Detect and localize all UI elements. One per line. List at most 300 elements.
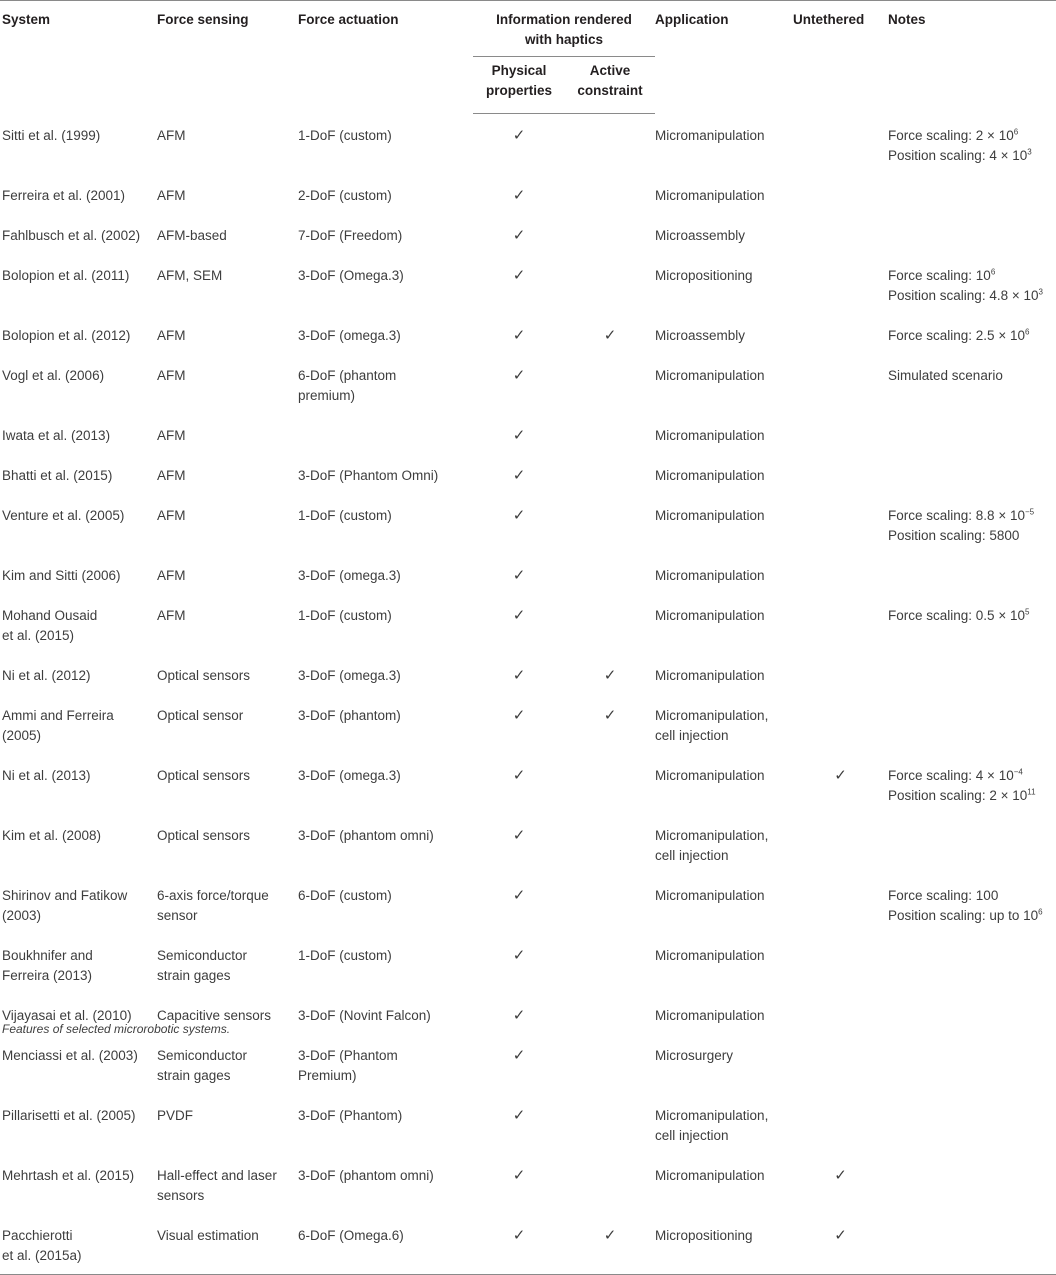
physical-check-icon: ✓ [512, 186, 526, 204]
note-exponent: 3 [1038, 287, 1043, 296]
cell-system [0, 1214, 157, 1275]
cell-untethered [793, 114, 888, 174]
note-text: Position scaling: up to 10 [888, 907, 1039, 923]
actuation-line: 3-DoF (Phantom Omni) [298, 467, 439, 483]
system-line: Pacchierotti [2, 1227, 73, 1243]
cell-notes [888, 1214, 1056, 1275]
note-text: Force scaling: 8.8 × 10 [888, 507, 1025, 523]
sensing-line: Hall-effect and laser [157, 1167, 277, 1183]
actuation-line: 3-DoF (omega.3) [298, 767, 401, 783]
cell-physical-properties [473, 754, 565, 814]
physical-check-icon: ✓ [512, 466, 526, 484]
system-line: et al. (2015) [2, 627, 75, 643]
cell-untethered [793, 934, 888, 994]
system-line: (2003) [2, 907, 42, 923]
note-text: Force scaling: 2 × 10 [888, 127, 1014, 143]
note-line [888, 886, 1056, 906]
sensing-line: Optical sensor [157, 707, 244, 723]
cell-notes [888, 254, 1056, 314]
active-check-icon: ✓ [603, 1226, 617, 1244]
sensing-line: Optical sensors [157, 667, 251, 683]
sensing-line: strain gages [157, 967, 231, 983]
header-notes: Notes [888, 1, 1056, 114]
physical-check-icon: ✓ [512, 426, 526, 444]
system-line: Boukhnifer and [2, 947, 93, 963]
sensing-line: Optical sensors [157, 827, 251, 843]
cell-force-sensing [157, 654, 298, 694]
cell-application [655, 254, 793, 314]
cell-untethered [793, 654, 888, 694]
cell-notes [888, 214, 1056, 254]
cell-physical-properties [473, 1154, 565, 1214]
table-row [0, 214, 1056, 254]
cell-notes [888, 114, 1056, 174]
cell-application [655, 494, 793, 554]
cell-force-actuation [298, 494, 473, 554]
system-line: Ni et al. (2012) [2, 667, 91, 683]
application-line: Micromanipulation [655, 1167, 765, 1183]
header-physical-line2: properties [485, 83, 553, 98]
system-line: Kim and Sitti (2006) [2, 567, 121, 583]
cell-active-constraint [565, 1154, 655, 1214]
sensing-line: strain gages [157, 1067, 231, 1083]
cell-force-actuation [298, 214, 473, 254]
cell-notes [888, 654, 1056, 694]
cell-system [0, 1034, 157, 1094]
table-row [0, 1214, 1056, 1275]
cell-untethered [793, 694, 888, 754]
cell-notes [888, 934, 1056, 994]
cell-force-actuation [298, 314, 473, 354]
cell-application [655, 414, 793, 454]
system-line: Ferreira (2013) [2, 967, 93, 983]
active-check-icon: ✓ [603, 326, 617, 344]
physical-check-icon: ✓ [512, 1226, 526, 1244]
sensing-line: Semiconductor [157, 947, 248, 963]
table-row [0, 254, 1056, 314]
application-line: Micromanipulation [655, 607, 765, 623]
cell-untethered [793, 1154, 888, 1214]
physical-check-icon: ✓ [512, 506, 526, 524]
cell-force-sensing [157, 694, 298, 754]
sensing-line: AFM [157, 507, 186, 523]
cell-notes [888, 1094, 1056, 1154]
cell-system [0, 254, 157, 314]
cell-notes [888, 694, 1056, 754]
system-line: et al. (2015a) [2, 1247, 82, 1263]
system-line: Venture et al. (2005) [2, 507, 125, 523]
cell-application [655, 314, 793, 354]
cell-active-constraint [565, 1034, 655, 1094]
header-physical-line1: Physical [491, 63, 547, 78]
cell-force-actuation [298, 1214, 473, 1275]
cell-application [655, 754, 793, 814]
cell-force-sensing [157, 934, 298, 994]
system-line: (2005) [2, 727, 42, 743]
table-row [0, 114, 1056, 174]
active-check-icon: ✓ [603, 706, 617, 724]
table-row [0, 1094, 1056, 1154]
cell-physical-properties [473, 1034, 565, 1094]
table-row [0, 1154, 1056, 1214]
cell-system [0, 814, 157, 874]
cell-force-actuation [298, 414, 473, 454]
cell-physical-properties [473, 114, 565, 174]
actuation-line: 3-DoF (omega.3) [298, 667, 401, 683]
sensing-line: Optical sensors [157, 767, 251, 783]
cell-notes [888, 874, 1056, 934]
cell-force-sensing [157, 454, 298, 494]
sensing-line: PVDF [157, 1107, 194, 1123]
system-line: Vogl et al. (2006) [2, 367, 105, 383]
cell-force-sensing [157, 314, 298, 354]
note-text: Position scaling: 4 × 10 [888, 147, 1028, 163]
cell-system [0, 694, 157, 754]
table-row [0, 874, 1056, 934]
note-text: Simulated scenario [888, 367, 1003, 383]
cell-active-constraint [565, 654, 655, 694]
application-line: Microsurgery [655, 1047, 734, 1063]
header-information-line1: Information rendered [496, 12, 632, 27]
physical-check-icon: ✓ [512, 1046, 526, 1064]
cell-application [655, 654, 793, 694]
cell-active-constraint [565, 874, 655, 934]
application-line: cell injection [655, 847, 729, 863]
cell-force-sensing [157, 874, 298, 934]
header-untethered: Untethered [793, 1, 888, 114]
header-application: Application [655, 1, 793, 114]
cell-force-sensing [157, 174, 298, 214]
cell-application [655, 174, 793, 214]
system-line: Shirinov and Fatikow [2, 887, 128, 903]
note-exponent: 6 [990, 267, 996, 276]
cell-active-constraint [565, 1214, 655, 1275]
cell-force-actuation [298, 754, 473, 814]
cell-force-sensing [157, 214, 298, 254]
cell-untethered [793, 414, 888, 454]
application-line: Micropositioning [655, 1227, 753, 1243]
system-line: Bolopion et al. (2012) [2, 327, 131, 343]
sensing-line: Capacitive sensors [157, 1007, 272, 1023]
note-line [888, 126, 1056, 146]
cell-force-actuation [298, 934, 473, 994]
cell-force-sensing [157, 1094, 298, 1154]
actuation-line: 3-DoF (Phantom [298, 1047, 398, 1063]
cell-untethered [793, 1034, 888, 1094]
cell-system [0, 1094, 157, 1154]
application-line: Micromanipulation [655, 1007, 765, 1023]
cell-force-actuation [298, 554, 473, 594]
actuation-line: 1-DoF (custom) [298, 607, 392, 623]
cell-force-sensing [157, 254, 298, 314]
cell-physical-properties [473, 874, 565, 934]
cell-force-actuation [298, 694, 473, 754]
sensing-line: Semiconductor [157, 1047, 248, 1063]
cell-application [655, 694, 793, 754]
cell-system [0, 594, 157, 654]
cell-untethered [793, 494, 888, 554]
cell-application [655, 114, 793, 174]
cell-active-constraint [565, 354, 655, 414]
cell-untethered [793, 994, 888, 1034]
cell-system [0, 454, 157, 494]
cell-notes [888, 994, 1056, 1034]
cell-untethered [793, 254, 888, 314]
cell-force-actuation [298, 814, 473, 874]
cell-application [655, 1094, 793, 1154]
system-line: Fahlbusch et al. (2002) [2, 227, 141, 243]
table-caption: Features of selected microrobotic systems. [2, 1022, 231, 1036]
physical-check-icon: ✓ [512, 666, 526, 684]
cell-force-actuation [298, 994, 473, 1034]
note-text: Position scaling: 5800 [888, 527, 1020, 543]
cell-force-sensing [157, 354, 298, 414]
sensing-line: AFM [157, 327, 186, 343]
system-line: Ni et al. (2013) [2, 767, 91, 783]
note-text: Force scaling: 100 [888, 887, 999, 903]
cell-physical-properties [473, 494, 565, 554]
sensing-line: sensor [157, 907, 198, 923]
note-exponent: 5 [1024, 607, 1030, 616]
cell-untethered [793, 174, 888, 214]
cell-force-actuation [298, 454, 473, 494]
cell-system [0, 314, 157, 354]
actuation-line: 3-DoF (Novint Falcon) [298, 1007, 431, 1023]
cell-system [0, 934, 157, 994]
table-row [0, 314, 1056, 354]
table-row [0, 554, 1056, 594]
cell-active-constraint [565, 754, 655, 814]
actuation-line: premium) [298, 387, 356, 403]
cell-active-constraint [565, 174, 655, 214]
cell-force-sensing [157, 814, 298, 874]
application-line: Micromanipulation [655, 187, 765, 203]
actuation-line: 3-DoF (Phantom) [298, 1107, 403, 1123]
application-line: Micromanipulation [655, 767, 765, 783]
cell-physical-properties [473, 414, 565, 454]
sensing-line: AFM, SEM [157, 267, 223, 283]
system-line: Kim et al. (2008) [2, 827, 102, 843]
cell-application [655, 594, 793, 654]
physical-check-icon: ✓ [512, 266, 526, 284]
physical-check-icon: ✓ [512, 366, 526, 384]
cell-force-actuation [298, 874, 473, 934]
application-line: Microassembly [655, 227, 746, 243]
cell-force-actuation [298, 114, 473, 174]
system-line: Pillarisetti et al. (2005) [2, 1107, 136, 1123]
cell-force-sensing [157, 554, 298, 594]
note-line [888, 766, 1056, 786]
system-line: Mohand Ousaid [2, 607, 98, 623]
cell-physical-properties [473, 314, 565, 354]
cell-system [0, 214, 157, 254]
header-active-constraint [565, 57, 655, 114]
cell-active-constraint [565, 254, 655, 314]
sensing-line: sensors [157, 1187, 205, 1203]
application-line: Micromanipulation [655, 367, 765, 383]
cell-application [655, 454, 793, 494]
application-line: Micromanipulation, [655, 707, 769, 723]
cell-notes [888, 1154, 1056, 1214]
untethered-check-icon: ✓ [834, 1166, 847, 1184]
sensing-line: AFM-based [157, 227, 227, 243]
note-line [888, 146, 1056, 166]
cell-notes [888, 594, 1056, 654]
physical-check-icon: ✓ [512, 566, 526, 584]
cell-untethered [793, 1094, 888, 1154]
application-line: Microassembly [655, 327, 746, 343]
cell-untethered [793, 874, 888, 934]
cell-application [655, 1214, 793, 1275]
note-exponent: 3 [1027, 147, 1032, 156]
cell-system [0, 554, 157, 594]
application-line: Micromanipulation [655, 507, 765, 523]
cell-untethered [793, 594, 888, 654]
cell-physical-properties [473, 654, 565, 694]
cell-active-constraint [565, 1094, 655, 1154]
cell-active-constraint [565, 494, 655, 554]
system-line: Menciassi et al. (2003) [2, 1047, 138, 1063]
header-active-line2: constraint [577, 83, 643, 98]
cell-force-actuation [298, 254, 473, 314]
sensing-line: AFM [157, 187, 186, 203]
cell-physical-properties [473, 174, 565, 214]
application-line: Micromanipulation [655, 667, 765, 683]
cell-active-constraint [565, 454, 655, 494]
actuation-line: 2-DoF (custom) [298, 187, 392, 203]
table-body [0, 114, 1056, 1275]
cell-untethered [793, 454, 888, 494]
cell-notes [888, 314, 1056, 354]
system-line: Ferreira et al. (2001) [2, 187, 126, 203]
cell-notes [888, 174, 1056, 214]
application-line: Micromanipulation [655, 427, 765, 443]
sensing-line: AFM [157, 127, 186, 143]
cell-untethered [793, 214, 888, 254]
physical-check-icon: ✓ [512, 1006, 526, 1024]
note-line [888, 266, 1056, 286]
physical-check-icon: ✓ [512, 826, 526, 844]
cell-untethered [793, 754, 888, 814]
cell-force-sensing [157, 414, 298, 454]
cell-notes [888, 494, 1056, 554]
cell-force-actuation [298, 594, 473, 654]
cell-notes [888, 1034, 1056, 1094]
cell-active-constraint [565, 414, 655, 454]
physical-check-icon: ✓ [512, 706, 526, 724]
note-exponent: −4 [1013, 767, 1023, 776]
cell-force-actuation [298, 354, 473, 414]
cell-force-sensing [157, 114, 298, 174]
actuation-line: 1-DoF (custom) [298, 947, 392, 963]
system-line: Ammi and Ferreira [2, 707, 114, 723]
note-exponent: 6 [1024, 327, 1030, 336]
note-text: Position scaling: 2 × 10 [888, 787, 1028, 803]
note-text: Position scaling: 4.8 × 10 [888, 287, 1039, 303]
application-line: Micromanipulation [655, 127, 765, 143]
header-system: System [0, 1, 157, 114]
table-row [0, 454, 1056, 494]
cell-force-sensing [157, 1034, 298, 1094]
cell-system [0, 874, 157, 934]
table-row [0, 694, 1056, 754]
note-line [888, 906, 1056, 926]
note-exponent: −5 [1024, 507, 1035, 516]
cell-system [0, 354, 157, 414]
physical-check-icon: ✓ [512, 946, 526, 964]
cell-physical-properties [473, 994, 565, 1034]
application-line: Micromanipulation [655, 947, 765, 963]
cell-force-sensing [157, 594, 298, 654]
cell-application [655, 934, 793, 994]
application-line: Micromanipulation [655, 467, 765, 483]
cell-active-constraint [565, 214, 655, 254]
physical-check-icon: ✓ [512, 1166, 526, 1184]
actuation-line: 6-DoF (phantom [298, 367, 397, 383]
actuation-line: 6-DoF (Omega.6) [298, 1227, 404, 1243]
table-row [0, 1034, 1056, 1094]
note-line [888, 326, 1056, 346]
application-line: Micromanipulation [655, 887, 765, 903]
cell-physical-properties [473, 814, 565, 874]
cell-application [655, 554, 793, 594]
cell-application [655, 994, 793, 1034]
cell-physical-properties [473, 1094, 565, 1154]
cell-physical-properties [473, 454, 565, 494]
note-text: Force scaling: 10 [888, 267, 991, 283]
cell-untethered [793, 354, 888, 414]
cell-system [0, 114, 157, 174]
cell-system [0, 754, 157, 814]
header-physical-properties [473, 57, 565, 114]
header-information-group [473, 1, 655, 58]
cell-active-constraint [565, 114, 655, 174]
cell-force-sensing [157, 1154, 298, 1214]
header-force-actuation: Force actuation [298, 1, 473, 114]
cell-physical-properties [473, 214, 565, 254]
cell-force-actuation [298, 1034, 473, 1094]
sensing-line: AFM [157, 607, 186, 623]
cell-physical-properties [473, 694, 565, 754]
cell-system [0, 494, 157, 554]
note-text: Force scaling: 4 × 10 [888, 767, 1014, 783]
cell-application [655, 354, 793, 414]
application-line: cell injection [655, 727, 729, 743]
cell-system [0, 174, 157, 214]
note-exponent: 6 [1013, 127, 1019, 136]
actuation-line: Premium) [298, 1067, 357, 1083]
sensing-line: AFM [157, 467, 186, 483]
cell-active-constraint [565, 314, 655, 354]
header-information-line2: with haptics [473, 30, 655, 57]
cell-system [0, 654, 157, 694]
actuation-line: 1-DoF (custom) [298, 507, 392, 523]
cell-active-constraint [565, 594, 655, 654]
table-header [0, 1, 1056, 114]
cell-force-sensing [157, 494, 298, 554]
table-row [0, 934, 1056, 994]
cell-active-constraint [565, 814, 655, 874]
table-row [0, 594, 1056, 654]
sensing-line: 6-axis force/torque [157, 887, 269, 903]
cell-active-constraint [565, 934, 655, 994]
cell-physical-properties [473, 934, 565, 994]
cell-untethered [793, 314, 888, 354]
cell-notes [888, 454, 1056, 494]
table-row [0, 654, 1056, 694]
actuation-line: 3-DoF (omega.3) [298, 567, 401, 583]
cell-physical-properties [473, 554, 565, 594]
